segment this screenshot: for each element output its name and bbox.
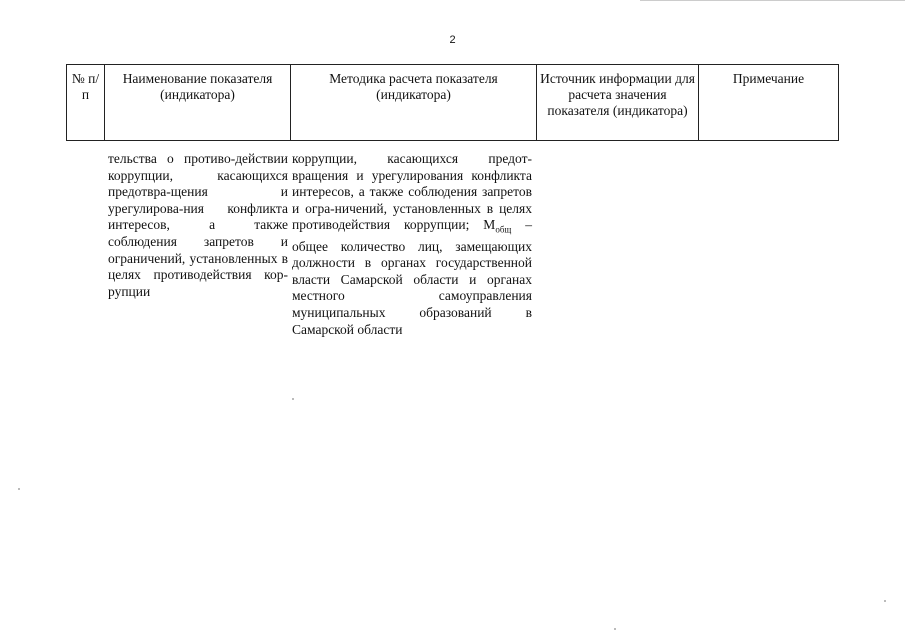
method-text-after: – общее количество лиц, замещающих должности в органах государственной власти Самарской области и органах местного самоуправления муниципальных образований в Самарской области <box>292 217 532 337</box>
header-number: № п/п <box>67 65 105 141</box>
method-variable <box>483 217 512 236</box>
scan-speck <box>614 628 616 630</box>
scan-speck <box>292 398 294 400</box>
scan-speck <box>18 488 20 490</box>
scan-speck <box>884 600 886 602</box>
page-number: 2 <box>449 34 456 46</box>
header-indicator-name: Наименование показателя (индикатора) <box>105 65 291 141</box>
calculation-method-continuation <box>292 151 532 338</box>
header-information-source: Источник информации для расчета значения показателя (индикатора) <box>537 65 699 141</box>
method-variable-letter: M <box>483 217 496 233</box>
indicator-table-header <box>66 64 839 141</box>
header-calculation-method: Методика расчета показателя (индикатора) <box>291 65 537 141</box>
method-variable-subscript: общ <box>495 225 512 236</box>
header-note: Примечание <box>699 65 839 141</box>
method-text-before: коррупции, касающихся предот-вращения и урегулирования конфликта интересов, а также соблюдения запретов и огра-ничений, установленных в целях противодействия коррупции; <box>292 151 532 233</box>
indicator-name-continuation: тельства о противо-действии коррупции, касающихся предотвра-щения и урегулирова-ния конфликта интересов, а также соблюдения запретов и ограничений, установленных в целях противодействия кор-рупции <box>108 151 288 299</box>
scan-edge-line <box>640 0 905 1</box>
